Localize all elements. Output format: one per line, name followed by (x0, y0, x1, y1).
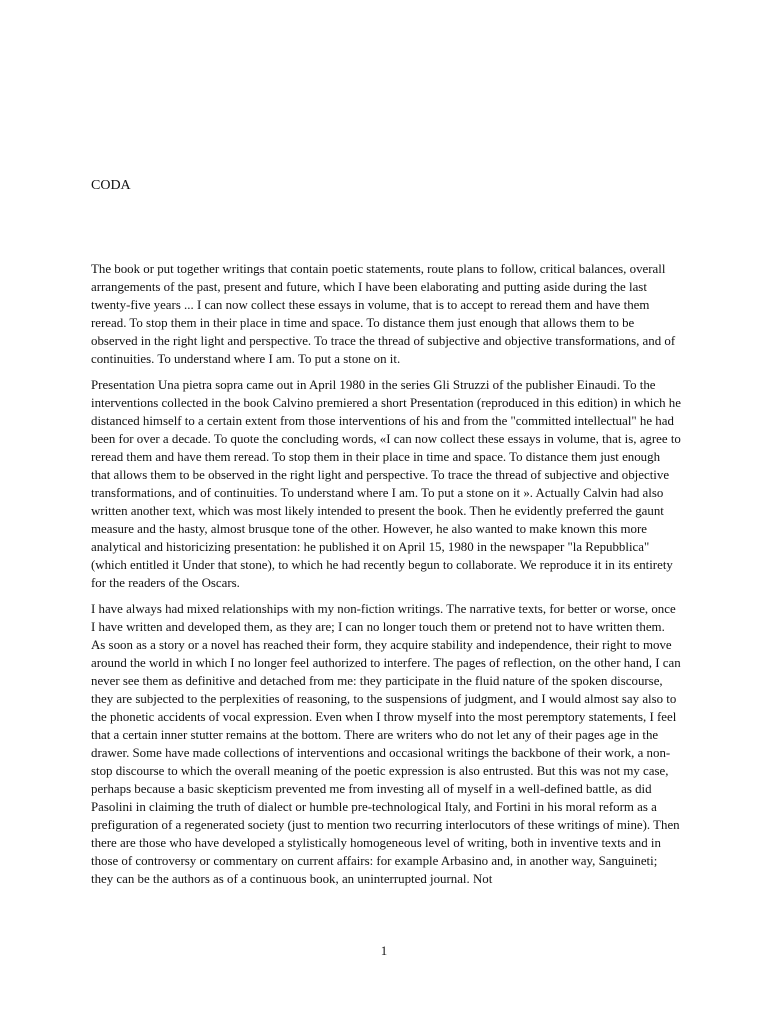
page-number: 1 (380, 944, 388, 958)
paragraph-3: I have always had mixed relationships with my non-fiction writings. The narrative texts, for better or worse, once I have written and developed them, as they are; I can no longer touch them or pretend not to have written them. As soon as a story or a novel has reached their form, they acquire stability and independence, their right to move around the world in which I no longer feel authorized to interfere. The pages of reflection, on the other hand, I can never see them as definitive and detached from me: they participate in the fluid nature of the spoken discourse, they are subjected to the perplexities of reasoning, to the suspensions of judgment, and I would almost say also to the phonetic accidents of vocal expression. Even when I throw myself into the most peremptory statements, I feel that a certain inner stutter remains at the bottom. There are writers who do not let any of their pages age in the drawer. Some have made collections of interventions and occasional writings the backbone of their work, a non-stop discourse to which the overall meaning of the poetic expression is also entrusted. But this was not my case, perhaps because a basic skepticism prevented me from investing all of myself in a well-defined battle, as did Pasolini in claiming the truth of dialect or humble pre-technological Italy, and Fortini in his moral reform as a prefiguration of a regenerated society (just to mention two recurring interlocutors of these writings of mine). Then there are those who have developed a stylistically homogeneous level of writing, both in inventive texts and in those of controversy or commentary on current affairs: for example Arbasino and, in another way, Sanguineti; they can be the authors as of a continuous book, an uninterrupted journal. Not (91, 602, 681, 886)
chapter-heading: CODA (91, 178, 131, 193)
body-text (91, 260, 681, 896)
paragraph-2: Presentation Una pietra sopra came out in April 1980 in the series Gli Struzzi of the publisher Einaudi. To the interventions collected in the book Calvino premiered a short Presentation (reproduced in this edition) in which he distanced himself to a certain extent from those interventions of his and from the "committed intellectual" he had been for over a decade. To quote the concluding words, «I can now collect these essays in volume, that is, agree to reread them and have them reread. To stop them in their place in time and space. To distance them just enough that allows them to be observed in the right light and perspective. To trace the thread of subjective and objective transformations, and of continuities. To understand where I am. To put a stone on it ». Actually Calvin had also written another text, which was most likely intended to present the book. Then he evidently preferred the gaunt measure and the hasty, almost brusque tone of the other. However, he also wanted to make known this more analytical and historicizing presentation: he published it on April 15, 1980 in the newspaper "la Repubblica" (which entitled it Under that stone), to which he had recently begun to collaborate. We reproduce it in its entirety for the readers of the Oscars. (91, 378, 681, 590)
paragraph-1: The book or put together writings that contain poetic statements, route plans to follow, critical balances, overall arrangements of the past, present and future, which I have been elaborating and putting aside during the last twenty-five years ... I can now collect these essays in volume, that is to accept to reread them and have them reread. To stop them in their place in time and space. To distance them just enough that allows them to be observed in the right light and perspective. To trace the thread of subjective and objective transformations, and of continuities. To understand where I am. To put a stone on it. (91, 262, 676, 366)
